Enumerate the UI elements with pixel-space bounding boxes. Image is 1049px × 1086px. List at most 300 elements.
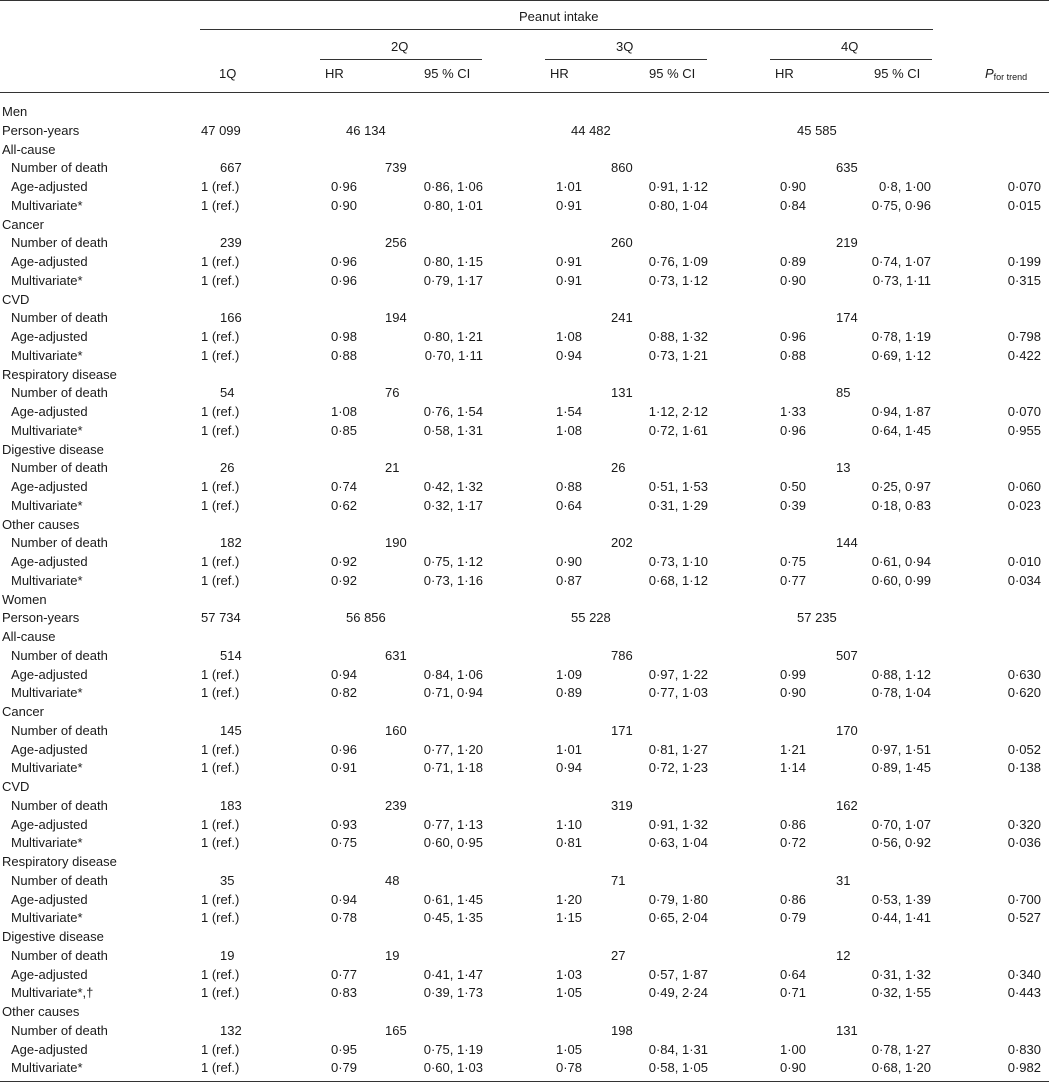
hr-value: 0·96 <box>330 179 357 194</box>
ref-value: 1 (ref.) <box>201 497 240 513</box>
model-row <box>0 816 1049 835</box>
ci-value: 0·31, 1·29 <box>648 497 708 513</box>
deaths-value: 190 <box>385 535 407 551</box>
ref-value: 1 (ref.) <box>201 741 240 757</box>
ref-value: 1 (ref.) <box>201 554 240 569</box>
ci-value: 0·77, 1·03 <box>648 685 708 701</box>
deaths-row <box>0 1022 1049 1041</box>
person-years-row <box>0 122 1049 141</box>
deaths-value: 71 <box>611 872 626 888</box>
deaths-value: 76 <box>385 385 400 401</box>
person-years-value: 46 134 <box>346 122 386 138</box>
deaths-value: 194 <box>385 310 407 326</box>
deaths-row <box>0 534 1049 553</box>
ref-value: 1 (ref.) <box>201 329 240 344</box>
person-years-value: 55 228 <box>571 610 611 626</box>
p-trend-value: 0·138 <box>1007 760 1041 776</box>
q4-header: 4Q <box>841 39 859 54</box>
row-label: Number of death <box>11 235 108 251</box>
deaths-value: 183 <box>220 797 242 813</box>
spanner-rule <box>200 29 933 30</box>
bottom-rule <box>0 1081 1049 1082</box>
hr-value: 1·01 <box>555 179 582 194</box>
hr-value: 0·90 <box>779 272 806 288</box>
ci-value: 0·86, 1·06 <box>423 179 483 194</box>
ci-value: 0·61, 1·45 <box>423 891 483 907</box>
cause-header-row <box>0 628 1049 647</box>
deaths-row <box>0 384 1049 403</box>
ci-value: 0·78, 1·19 <box>871 329 931 344</box>
q2-hr-header: HR <box>325 66 344 81</box>
deaths-value: 174 <box>836 310 858 326</box>
ref-value: 1 (ref.) <box>201 422 240 438</box>
ci-value: 0·61, 0·94 <box>871 554 931 569</box>
ci-value: 0·88, 1·32 <box>648 329 708 344</box>
person-years-value: 56 856 <box>346 610 386 626</box>
ref-value: 1 (ref.) <box>201 910 240 926</box>
model-row <box>0 328 1049 347</box>
hr-value: 1·33 <box>779 404 806 419</box>
cause-label: Respiratory disease <box>2 366 117 382</box>
model-row <box>0 966 1049 985</box>
p-trend-value: 0·982 <box>1007 1060 1041 1076</box>
ref-value: 1 (ref.) <box>201 572 240 588</box>
p-trend-value: 0·527 <box>1007 910 1041 926</box>
hr-value: 0·90 <box>779 685 806 701</box>
p-trend-value: 0·023 <box>1007 497 1041 513</box>
model-row <box>0 347 1049 366</box>
deaths-value: 667 <box>220 160 242 176</box>
deaths-row <box>0 872 1049 891</box>
hr-value: 0·94 <box>330 666 357 682</box>
cause-header-row <box>0 778 1049 797</box>
cause-header-row <box>0 441 1049 460</box>
cause-label: CVD <box>2 779 30 794</box>
deaths-value: 171 <box>611 722 633 738</box>
hr-value: 0·86 <box>779 891 806 907</box>
hr-value: 1·15 <box>555 910 582 926</box>
ref-value: 1 (ref.) <box>201 985 240 1001</box>
person-years-value: 47 099 <box>201 122 241 138</box>
deaths-row <box>0 309 1049 328</box>
hr-value: 1·09 <box>555 666 582 682</box>
ci-value: 0·73, 1·10 <box>648 554 708 569</box>
row-label: Multivariate* <box>11 497 83 513</box>
ci-value: 0·45, 1·35 <box>423 910 483 926</box>
ref-value: 1 (ref.) <box>201 179 240 194</box>
model-row <box>0 422 1049 441</box>
row-label: Multivariate* <box>11 760 83 776</box>
row-label: Age-adjusted <box>11 966 88 982</box>
row-label: Age-adjusted <box>11 254 88 269</box>
hr-value: 0·96 <box>330 272 357 288</box>
deaths-value: 144 <box>836 535 858 551</box>
deaths-value: 635 <box>836 160 858 176</box>
ref-value: 1 (ref.) <box>201 197 240 213</box>
cause-label: Digestive disease <box>2 441 104 457</box>
model-row <box>0 684 1049 703</box>
ci-value: 0·79, 1·17 <box>423 272 483 288</box>
p-trend-value: 0·320 <box>1007 816 1041 832</box>
deaths-value: 26 <box>220 460 235 476</box>
deaths-value: 27 <box>611 947 626 963</box>
ci-value: 0·76, 1·09 <box>648 254 708 269</box>
deaths-value: 241 <box>611 310 633 326</box>
hr-value: 1·00 <box>779 1041 806 1057</box>
person-years-row <box>0 609 1049 628</box>
ci-value: 0·76, 1·54 <box>423 404 483 419</box>
row-label: Multivariate* <box>11 347 83 363</box>
ci-value: 0·75, 1·19 <box>423 1041 483 1057</box>
q4-rule <box>770 59 932 60</box>
row-label: Number of death <box>11 722 108 738</box>
deaths-value: 26 <box>611 460 626 476</box>
deaths-value: 182 <box>220 535 242 551</box>
hr-value: 0·64 <box>779 966 806 982</box>
ci-value: 0·25, 0·97 <box>871 479 931 494</box>
p-trend-value: 0·830 <box>1007 1041 1041 1057</box>
top-rule <box>0 0 1049 1</box>
ci-value: 0·71, 0·94 <box>423 685 483 701</box>
row-label: Person-years <box>2 122 80 138</box>
hr-value: 0·94 <box>555 760 582 776</box>
row-label: Number of death <box>11 310 108 326</box>
ci-value: 0·75, 0·96 <box>871 197 931 213</box>
deaths-value: 165 <box>385 1022 407 1038</box>
cause-label: All-cause <box>2 141 56 157</box>
model-row <box>0 909 1049 928</box>
hr-value: 0·92 <box>330 554 357 569</box>
ci-value: 0·81, 1·27 <box>648 741 708 757</box>
deaths-value: 131 <box>836 1022 858 1038</box>
model-row <box>0 1059 1049 1078</box>
deaths-value: 12 <box>836 947 851 963</box>
hr-value: 0·78 <box>330 910 357 926</box>
ci-value: 0·18, 0·83 <box>871 497 931 513</box>
cause-header-row <box>0 291 1049 310</box>
deaths-value: 198 <box>611 1022 633 1038</box>
person-years-value: 57 734 <box>201 610 241 626</box>
ci-value: 0·74, 1·07 <box>871 254 931 269</box>
hr-value: 1·21 <box>779 741 806 757</box>
ci-value: 0·56, 0·92 <box>871 835 931 851</box>
deaths-value: 13 <box>836 460 851 476</box>
ci-value: 0·91, 1·12 <box>648 179 708 194</box>
hr-value: 0·90 <box>330 197 357 213</box>
ci-value: 0·60, 0·95 <box>423 835 483 851</box>
q3-rule <box>545 59 707 60</box>
deaths-row <box>0 947 1049 966</box>
row-label: Multivariate* <box>11 197 83 213</box>
deaths-value: 786 <box>611 647 633 663</box>
model-row <box>0 497 1049 516</box>
ci-value: 0·58, 1·05 <box>648 1060 708 1076</box>
deaths-value: 631 <box>385 647 407 663</box>
ci-value: 0·80, 1·21 <box>423 329 483 344</box>
hr-value: 0·95 <box>330 1041 357 1057</box>
p-trend-value: 0·955 <box>1007 422 1041 438</box>
row-label: Multivariate* <box>11 1060 83 1076</box>
ci-value: 0·71, 1·18 <box>423 760 483 776</box>
ci-value: 0·78, 1·04 <box>871 685 931 701</box>
deaths-value: 48 <box>385 872 400 888</box>
ci-value: 0·58, 1·31 <box>423 422 483 438</box>
q2-header: 2Q <box>391 39 409 54</box>
ci-value: 0·79, 1·80 <box>648 891 708 907</box>
person-years-value: 45 585 <box>797 122 837 138</box>
p-trend-value: 0·620 <box>1007 685 1041 701</box>
ci-value: 0·80, 1·15 <box>423 254 483 269</box>
deaths-value: 239 <box>220 235 242 251</box>
row-label: Number of death <box>11 535 108 551</box>
ci-value: 0·60, 0·99 <box>871 572 931 588</box>
deaths-value: 507 <box>836 647 858 663</box>
p-trend-value: 0·060 <box>1007 479 1041 494</box>
hr-value: 0·88 <box>555 479 582 494</box>
hr-value: 0·87 <box>555 572 582 588</box>
hr-value: 0·78 <box>555 1060 582 1076</box>
ci-value: 0·42, 1·32 <box>423 479 483 494</box>
model-row <box>0 666 1049 685</box>
ci-value: 0·68, 1·12 <box>648 572 708 588</box>
cause-label: CVD <box>2 291 30 307</box>
ref-value: 1 (ref.) <box>201 272 240 288</box>
ci-value: 0·60, 1·03 <box>423 1060 483 1076</box>
row-label: Multivariate*,† <box>11 985 94 1001</box>
hr-value: 0·81 <box>555 835 582 851</box>
group-header-row <box>0 591 1049 610</box>
row-label: Age-adjusted <box>11 741 88 757</box>
ref-value: 1 (ref.) <box>201 1041 240 1057</box>
hr-value: 0·75 <box>779 554 806 569</box>
ci-value: 0·31, 1·32 <box>871 966 931 982</box>
ci-value: 0·72, 1·23 <box>648 760 708 776</box>
cause-label: Respiratory disease <box>2 854 117 869</box>
group-label: Women <box>2 591 47 607</box>
p-trend-value: 0·010 <box>1007 554 1041 569</box>
ci-value: 0·80, 1·04 <box>648 197 708 213</box>
hr-value: 0·62 <box>330 497 357 513</box>
deaths-value: 256 <box>385 235 407 251</box>
model-row <box>0 572 1049 591</box>
ci-value: 0·70, 1·07 <box>871 816 931 832</box>
ci-value: 0·89, 1·45 <box>871 760 931 776</box>
ci-value: 0·77, 1·13 <box>423 816 483 832</box>
ci-value: 0·72, 1·61 <box>648 422 708 438</box>
cause-label: Other causes <box>2 1004 80 1019</box>
row-label: Person-years <box>2 610 80 626</box>
hr-value: 0·90 <box>555 554 582 569</box>
deaths-value: 54 <box>220 385 235 401</box>
row-label: Multivariate* <box>11 910 83 926</box>
cause-label: Digestive disease <box>2 929 104 944</box>
ci-value: 0·69, 1·12 <box>871 347 931 363</box>
deaths-value: 35 <box>220 872 235 888</box>
header-bottom-rule <box>0 92 1049 93</box>
ci-value: 0·73, 1·21 <box>648 347 708 363</box>
p-trend-value: 0·422 <box>1007 347 1041 363</box>
row-label: Number of death <box>11 160 108 176</box>
hr-value: 0·39 <box>779 497 806 513</box>
ci-value: 0·49, 2·24 <box>648 985 708 1001</box>
hr-value: 0·88 <box>779 347 806 363</box>
deaths-value: 170 <box>836 722 858 738</box>
hr-value: 0·90 <box>779 1060 806 1076</box>
model-row <box>0 478 1049 497</box>
q4-ci-header: 95 % CI <box>874 66 921 81</box>
deaths-value: 739 <box>385 160 407 176</box>
ref-value: 1 (ref.) <box>201 685 240 701</box>
row-label: Age-adjusted <box>11 666 88 682</box>
deaths-value: 319 <box>611 797 633 813</box>
hr-value: 0·96 <box>330 741 357 757</box>
model-row <box>0 553 1049 572</box>
row-label: Age-adjusted <box>11 891 88 907</box>
row-label: Number of death <box>11 647 108 663</box>
model-row <box>0 272 1049 291</box>
row-label: Age-adjusted <box>11 554 88 569</box>
q4-hr-header: HR <box>775 66 794 81</box>
ci-value: 0·70, 1·11 <box>424 347 483 363</box>
hr-value: 0·77 <box>779 572 806 588</box>
p-trend-value: 0·630 <box>1007 666 1041 682</box>
cause-header-row <box>0 516 1049 535</box>
model-row <box>0 197 1049 216</box>
ci-value: 0·53, 1·39 <box>871 891 931 907</box>
ref-value: 1 (ref.) <box>201 404 240 419</box>
ref-value: 1 (ref.) <box>201 966 240 982</box>
ci-value: 0·51, 1·53 <box>648 479 708 494</box>
deaths-row <box>0 234 1049 253</box>
cause-header-row <box>0 216 1049 235</box>
cause-header-row <box>0 366 1049 385</box>
cause-header-row <box>0 141 1049 160</box>
model-row <box>0 403 1049 422</box>
model-row <box>0 984 1049 1003</box>
row-label: Number of death <box>11 797 108 813</box>
p-trend-value: 0·443 <box>1007 985 1041 1001</box>
ci-value: 0·73, 1·16 <box>423 572 483 588</box>
deaths-value: 239 <box>385 797 407 813</box>
hr-value: 0·82 <box>330 685 357 701</box>
person-years-value: 57 235 <box>797 610 837 626</box>
hr-value: 0·89 <box>779 254 806 269</box>
q1-header: 1Q <box>219 66 237 81</box>
hr-value: 1·10 <box>555 816 582 832</box>
deaths-value: 219 <box>836 235 858 251</box>
hr-value: 0·89 <box>555 685 582 701</box>
deaths-value: 860 <box>611 160 633 176</box>
row-label: Age-adjusted <box>11 404 88 419</box>
ci-value: 0·97, 1·22 <box>648 666 708 682</box>
ref-value: 1 (ref.) <box>201 891 240 907</box>
p-trend-header: $P_{for trend}$ <box>985 66 1028 82</box>
row-label: Age-adjusted <box>11 329 88 344</box>
model-row <box>0 178 1049 197</box>
p-trend-value: 0·070 <box>1007 179 1041 194</box>
ci-value: 0·65, 2·04 <box>648 910 708 926</box>
hr-value: 0·92 <box>330 572 357 588</box>
ci-value: 0·84, 1·31 <box>648 1041 708 1057</box>
ref-value: 1 (ref.) <box>201 760 240 776</box>
person-years-value: 44 482 <box>571 122 611 138</box>
hr-value: 0·91 <box>555 272 582 288</box>
row-label: Number of death <box>11 947 108 963</box>
hr-value: 0·64 <box>555 497 582 513</box>
hr-value: 1·54 <box>555 404 582 419</box>
peanut-intake-title: Peanut intake <box>519 9 599 24</box>
deaths-value: 166 <box>220 310 242 326</box>
hr-value: 1·01 <box>555 741 582 757</box>
ref-value: 1 (ref.) <box>201 666 240 682</box>
p-trend-value: 0·315 <box>1007 272 1041 288</box>
ci-value: 0·75, 1·12 <box>423 554 483 569</box>
p-trend-value: 0·034 <box>1007 572 1041 588</box>
ci-value: 0·64, 1·45 <box>871 422 931 438</box>
row-label: Multivariate* <box>11 835 83 851</box>
row-label: Multivariate* <box>11 572 83 588</box>
ci-value: 0·97, 1·51 <box>871 741 931 757</box>
deaths-value: 160 <box>385 722 407 738</box>
hr-value: 1·08 <box>555 329 582 344</box>
cause-header-row <box>0 928 1049 947</box>
cause-label: Cancer <box>2 216 44 232</box>
hr-value: 1·08 <box>555 422 582 438</box>
row-label: Age-adjusted <box>11 816 88 832</box>
ref-value: 1 (ref.) <box>201 1060 240 1076</box>
cause-header-row <box>0 853 1049 872</box>
hr-value: 0·93 <box>330 816 357 832</box>
ci-value: 0·73, 1·12 <box>648 272 708 288</box>
group-header-row <box>0 103 1049 122</box>
hr-value: 0·91 <box>555 197 582 213</box>
row-label: Multivariate* <box>11 422 83 438</box>
hr-value: 0·91 <box>330 760 357 776</box>
deaths-row <box>0 797 1049 816</box>
row-label: Age-adjusted <box>11 479 88 494</box>
deaths-value: 19 <box>220 947 235 963</box>
model-row <box>0 834 1049 853</box>
q2-rule <box>320 59 482 60</box>
cause-label: All-cause <box>2 629 56 644</box>
model-row <box>0 253 1049 272</box>
hr-value: 0·79 <box>330 1060 357 1076</box>
ci-value: 0·80, 1·01 <box>423 197 483 213</box>
ci-value: 0·8, 1·00 <box>878 179 931 194</box>
cause-header-row <box>0 703 1049 722</box>
model-row <box>0 1041 1049 1060</box>
model-row <box>0 891 1049 910</box>
ci-value: 0·88, 1·12 <box>871 666 931 682</box>
q3-hr-header: HR <box>550 66 569 81</box>
hr-value: 0·96 <box>330 254 357 269</box>
row-label: Multivariate* <box>11 272 83 288</box>
hr-value: 0·79 <box>779 910 806 926</box>
hr-value: 0·86 <box>779 816 806 832</box>
hr-value: 0·85 <box>330 422 357 438</box>
deaths-value: 514 <box>220 647 242 663</box>
row-label: Age-adjusted <box>11 1041 88 1057</box>
hr-value: 0·84 <box>779 197 806 213</box>
deaths-value: 31 <box>836 872 851 888</box>
hr-value: 1·03 <box>555 966 582 982</box>
ref-value: 1 (ref.) <box>201 479 240 494</box>
group-label: Men <box>2 104 28 119</box>
hr-value: 0·71 <box>779 985 806 1001</box>
model-row <box>0 741 1049 760</box>
row-label: Number of death <box>11 872 108 888</box>
hr-value: 0·96 <box>779 329 806 344</box>
